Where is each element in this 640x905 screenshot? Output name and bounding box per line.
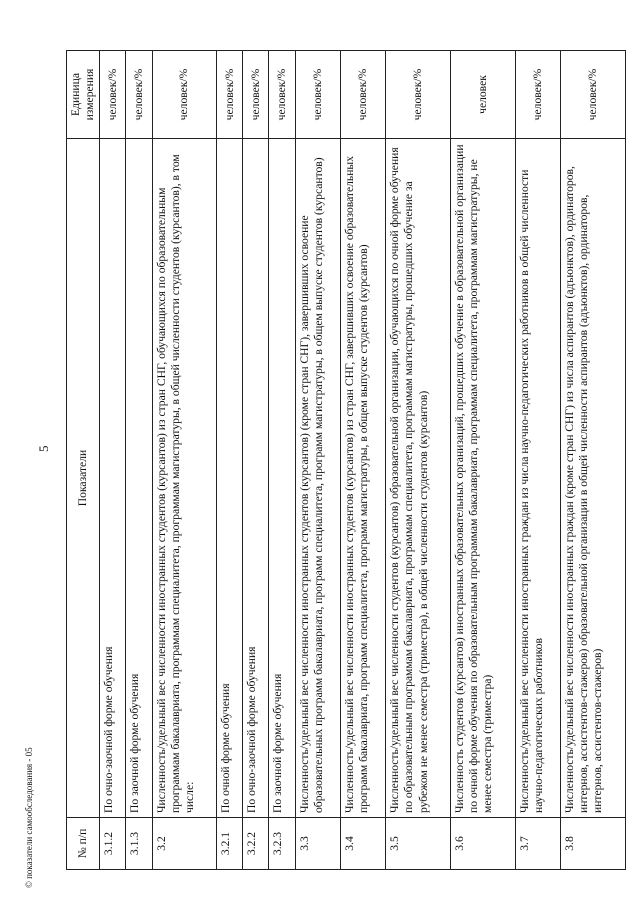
table-row bbox=[152, 51, 217, 870]
footer-text: © показатели самообследования - 05 bbox=[24, 747, 34, 888]
table-row bbox=[295, 51, 340, 870]
indicators-table-wrapper bbox=[66, 50, 626, 870]
row-num: 3.2.3 bbox=[269, 818, 295, 870]
row-unit: человек/% bbox=[386, 51, 451, 139]
table-row bbox=[217, 51, 243, 870]
row-indicator: Численность/удельный вес численности студентов (курсантов) образовательной организации, обучающихся по очной форме обучения по образовательным программам бакалавриата, программам специалитета, программам магистратуры, прошедших обучение за рубежом не менее семестра (триместра), в общей численности студентов (курсантов) bbox=[386, 139, 451, 818]
row-num: 3.4 bbox=[340, 818, 385, 870]
header-indicator: Показатели bbox=[67, 139, 100, 818]
row-indicator: Численность студентов (курсантов) иностранных образовательных организаций, прошедших обучение в образовательной организации по очной форме обучения по образовательным программам бакалавриата, программам специалитета, программам магистратуры, не менее семестра (триместра) bbox=[451, 139, 516, 818]
row-unit: человек/% bbox=[515, 51, 560, 139]
row-indicator: По очно-заочной форме обучения bbox=[100, 139, 126, 818]
header-num: № п/п bbox=[67, 818, 100, 870]
table-row bbox=[126, 51, 152, 870]
row-unit: человек/% bbox=[243, 51, 269, 139]
row-num: 3.5 bbox=[386, 818, 451, 870]
row-num: 3.1.2 bbox=[100, 818, 126, 870]
row-indicator: По очно-заочной форме обучения bbox=[243, 139, 269, 818]
table-row bbox=[386, 51, 451, 870]
page-number: 5 bbox=[36, 445, 51, 452]
row-num: 3.1.3 bbox=[126, 818, 152, 870]
table-row bbox=[269, 51, 295, 870]
table-row bbox=[100, 51, 126, 870]
row-indicator: По заочной форме обучения bbox=[126, 139, 152, 818]
row-unit: человек/% bbox=[217, 51, 243, 139]
row-indicator: По очной форме обучения bbox=[217, 139, 243, 818]
row-indicator: Численность/удельный вес численности иностранных граждан (кроме стран СНГ) из числа аспирантов (адъюнктов), ординаторов, интернов, ассистентов-стажеров) образовательной организации в общей численности аспирантов (адъюнктов), ординаторов, интернов, ассистентов-стажеров) bbox=[561, 139, 626, 818]
row-indicator: Численность/удельный вес численности иностранных граждан из числа научно-педагогических работников в общей численности научно-педагогических работников bbox=[515, 139, 560, 818]
row-num: 3.2.2 bbox=[243, 818, 269, 870]
row-num: 3.2.1 bbox=[217, 818, 243, 870]
row-num: 3.8 bbox=[561, 818, 626, 870]
header-unit: Единица измерения bbox=[67, 51, 100, 139]
table-row bbox=[515, 51, 560, 870]
row-num: 3.2 bbox=[152, 818, 217, 870]
row-unit: человек/% bbox=[126, 51, 152, 139]
row-unit: человек/% bbox=[295, 51, 340, 139]
row-unit: человек bbox=[451, 51, 516, 139]
indicators-table bbox=[66, 50, 626, 870]
row-unit: человек/% bbox=[340, 51, 385, 139]
row-num: 3.6 bbox=[451, 818, 516, 870]
row-unit: человек/% bbox=[100, 51, 126, 139]
table-row bbox=[340, 51, 385, 870]
row-unit: человек/% bbox=[561, 51, 626, 139]
row-num: 3.3 bbox=[295, 818, 340, 870]
row-unit: человек/% bbox=[152, 51, 217, 139]
table-header-row bbox=[67, 51, 100, 870]
row-indicator: Численность/удельный вес численности иностранных студентов (курсантов) (кроме стран СНГ), завершивших освоение образовательных программ бакалавриата, программ специалитета, программ магистратуры, в общем выпуске студентов (курсантов) bbox=[295, 139, 340, 818]
table-row bbox=[451, 51, 516, 870]
row-indicator: Численность/удельный вес численности иностранных студентов (курсантов) из стран СНГ, обучающихся по образовательным программам бакалавриата, программам специалитета, программам магистратуры, в общей численности студентов (курсантов), в том числе: bbox=[152, 139, 217, 818]
row-num: 3.7 bbox=[515, 818, 560, 870]
table-row bbox=[243, 51, 269, 870]
table-row bbox=[561, 51, 626, 870]
row-unit: человек/% bbox=[269, 51, 295, 139]
row-indicator: По заочной форме обучения bbox=[269, 139, 295, 818]
row-indicator: Численность/удельный вес численности иностранных студентов (курсантов) из стран СНГ, завершивших освоение образовательных программ бакалавриата, программ специалитета, программ магистратуры, в общем выпуске студентов (курсантов) bbox=[340, 139, 385, 818]
